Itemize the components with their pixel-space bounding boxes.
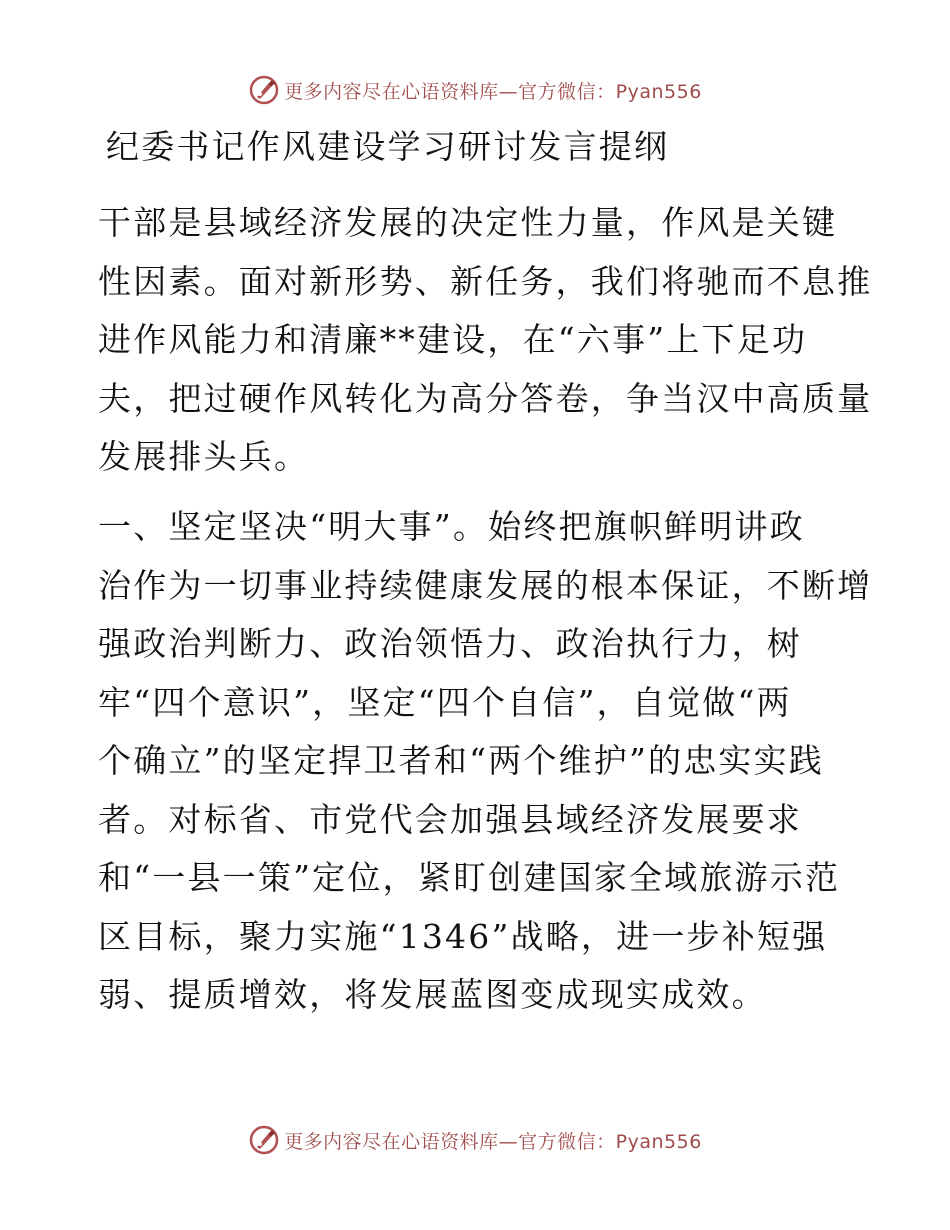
paragraph-line: 强政治判断力、政治领悟力、政治执行力，树 xyxy=(98,624,802,663)
paragraph-line: 治作为一切事业持续健康发展的根本保证，不断增 xyxy=(98,565,873,605)
paragraph-line: 者。对标省、市党代会加强县域经济发展要求 xyxy=(98,799,802,839)
paragraph-line: 一、坚定坚决“明大事”。始终把旗帜鲜明讲政 xyxy=(98,507,805,546)
document-title: 纪委书记作风建设学习研讨发言提纲 xyxy=(106,127,670,166)
paragraph-line: 干部是县域经济发展的决定性力量，作风是关键 xyxy=(98,203,838,242)
pen-logo-icon xyxy=(248,1124,280,1156)
watermark-text: 更多内容尽在心语资料库—官方微信：Pyan556 xyxy=(284,80,702,103)
paragraph-line: 进作风能力和清廉**建设，在“六事”上下足功 xyxy=(98,320,808,359)
paragraph-line: 弱、提质增效，将发展蓝图变成现实成效。 xyxy=(98,975,767,1014)
watermark-footer xyxy=(0,1120,950,1160)
watermark-header xyxy=(0,70,950,110)
watermark-text: 更多内容尽在心语资料库—官方微信：Pyan556 xyxy=(284,1130,702,1153)
pen-logo-icon xyxy=(248,74,280,106)
paragraph-line: 和“一县一策”定位，紧盯创建国家全域旅游示范 xyxy=(98,858,841,897)
paragraph-line: 个确立”的坚定捍卫者和“两个维护”的忠实实践 xyxy=(98,741,825,780)
paragraph-line: 性因素。面对新形势、新任务，我们将驰而不息推 xyxy=(98,261,873,301)
paragraph-line: 夫，把过硬作风转化为高分答卷，争当汉中高质量 xyxy=(98,378,873,418)
paragraph-line: 区目标，聚力实施“1346”战略，进一步补短强 xyxy=(98,916,828,956)
paragraph-section-one xyxy=(98,498,873,1025)
paragraph-line: 牢“四个意识”，坚定“四个自信”，自觉做“两 xyxy=(98,682,792,722)
paragraph-intro xyxy=(98,194,873,487)
paragraph-line: 发展排头兵。 xyxy=(98,437,310,476)
